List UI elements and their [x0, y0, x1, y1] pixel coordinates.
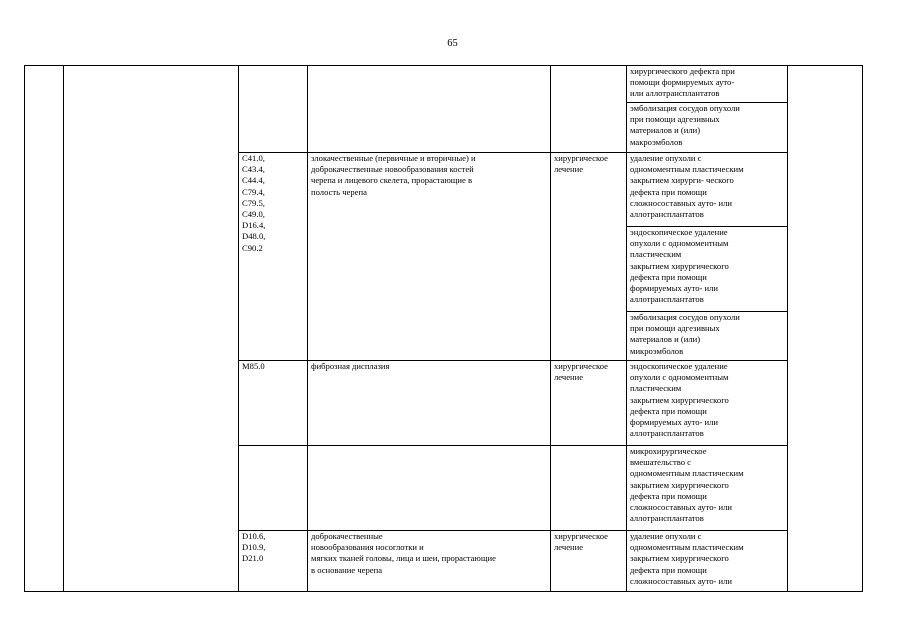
table-row — [25, 66, 863, 103]
treatment-cell — [551, 66, 627, 153]
codes-cell — [239, 446, 308, 531]
codes-cell: M85.0 — [239, 361, 308, 446]
page-number: 65 — [447, 38, 458, 49]
treatment-cell: хирургическое лечение — [551, 153, 627, 361]
treatment-table — [24, 65, 863, 592]
diagnosis-cell: фиброзная дисплазия — [308, 361, 551, 446]
codes-cell: C41.0, C43.4, C44.4, C79.4, C79.5, C49.0, D16.4, D48.0, C90.2 — [239, 153, 308, 361]
diagnosis-cell — [308, 446, 551, 531]
diagnosis-cell: злокачественные (первичные и вторичные) и доброкачественные новообразования костей черепа и лицевого скелета, прорастающие в полость черепа — [308, 153, 551, 361]
profile-cell — [64, 66, 239, 592]
treatment-cell — [551, 446, 627, 531]
diagnosis-cell: доброкачественные новообразования носоглотки и мягких тканей головы, лица и шеи, прорастающие в основание черепа — [308, 531, 551, 592]
intervention-cell: эндоскопическое удаление опухоли с одномоментным пластическим закрытием хирургического дефекта при помощи формируемых ауто- или аллотрансплантатов — [627, 227, 788, 312]
intervention-cell: хирургического дефекта при помощи формируемых ауто- или аллотрансплантатов — [627, 66, 788, 103]
treatment-cell: хирургическое лечение — [551, 361, 627, 446]
intervention-cell: микрохирургическое вмешательство с одномоментным пластическим закрытием хирургического дефекта при помощи сложносоставных ауто- или аллотрансплантатов — [627, 446, 788, 531]
intervention-cell: эмболизация сосудов опухоли при помощи адгезивных материалов и (или) макроэмболов — [627, 103, 788, 153]
codes-cell — [239, 66, 308, 153]
method-cell — [788, 66, 863, 592]
intervention-cell: удаление опухоли с одномоментным пластическим закрытием хирургического дефекта при помощи сложносоставных ауто- или — [627, 531, 788, 592]
intervention-cell: эмболизация сосудов опухоли при помощи адгезивных материалов и (или) микроэмболов — [627, 312, 788, 361]
treatment-cell: хирургическое лечение — [551, 531, 627, 592]
codes-cell: D10.6, D10.9, D21.0 — [239, 531, 308, 592]
intervention-cell: эндоскопическое удаление опухоли с одномоментным пластическим закрытием хирургического дефекта при помощи формируемых ауто- или аллотрансплантатов — [627, 361, 788, 446]
intervention-cell: удаление опухоли с одномоментным пластическим закрытием хирурги- ческого дефекта при помощи сложносоставных ауто- или аллотрансплантатов — [627, 153, 788, 227]
number-cell — [25, 66, 64, 592]
diagnosis-cell — [308, 66, 551, 153]
